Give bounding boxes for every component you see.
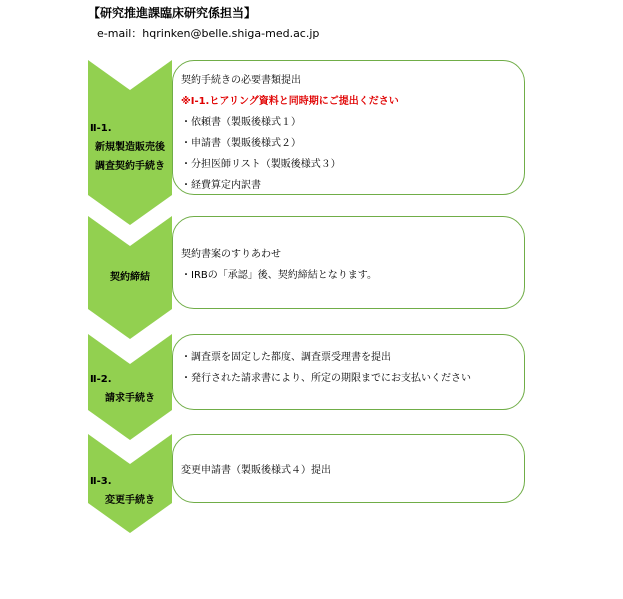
contact-email: e-mail：hqrinken@belle.shiga-med.ac.jp [97,27,320,40]
step-4-label-line: 変更手続き [105,495,155,506]
step-2-label-line: 契約締結 [110,272,150,283]
step-2-box-line: 契約書案のすりあわせ [181,249,281,260]
step-2-box-line: ・IRBの「承認」後、契約締結となります。 [181,270,377,281]
step-3-box [172,334,525,410]
step-3-box-line: ・発行された請求書により、所定の期限までにお支払いください [181,373,471,384]
step-2-label [88,268,172,287]
step-1-label [88,119,172,176]
step-1-box-line: ・分担医師リスト（製販後様式３） [181,159,341,170]
step-1-box-line: ・経費算定内訳書 [181,180,261,191]
step-3-label [88,370,172,408]
step-1-box-line: ・申請書（製販後様式２） [181,138,301,149]
step-4-label-line: Ⅱ-3. [90,476,112,487]
step-3-label-line: Ⅱ-2. [90,374,112,385]
step-3-box-line: ・調査票を固定した都度、調査票受理書を提出 [181,352,391,363]
step-4-box-line: 変更申請書（製販後様式４）提出 [181,465,331,476]
step-1-notice: ※Ⅰ-1.ヒアリング資料と同時期にご提出ください [181,96,399,107]
step-1-box [172,60,525,195]
step-1-box-line: ・依頼書（製販後様式１） [181,117,301,128]
step-1-label-line: 調査契約手続き [95,161,165,172]
step-4-box [172,434,525,503]
step-1-label-line: Ⅱ-1. [90,123,112,134]
step-2-box [172,216,525,309]
step-4-label [88,472,172,510]
step-1-label-line: 新規製造販売後 [95,142,165,153]
header-title: 【研究推進課臨床研究係担当】 [88,6,257,20]
step-3-label-line: 請求手続き [105,393,155,404]
step-1-box-line: 契約手続きの必要書類提出 [181,75,301,86]
